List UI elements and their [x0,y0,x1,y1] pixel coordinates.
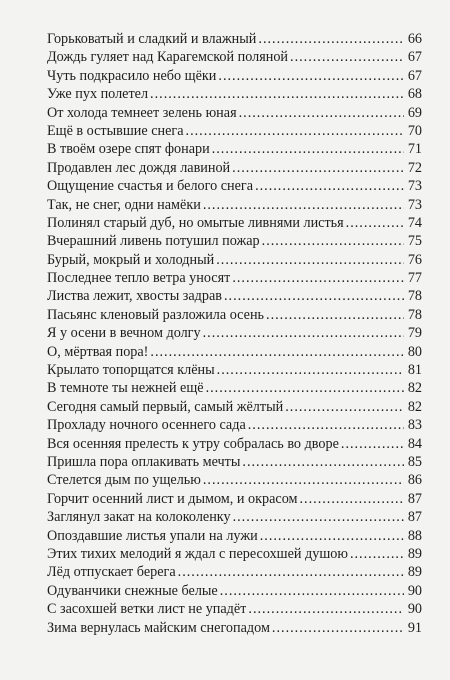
toc-entry-title: В темноте ты нежней ещё [47,380,204,397]
toc-dot-leader [346,214,404,232]
toc-dot-leader [203,324,404,342]
toc-entry [47,306,422,324]
toc-entry-page-number: 68 [407,86,422,103]
toc-entry [47,600,422,618]
toc-entry-title: С засохшей ветки лист не упадёт [47,601,247,618]
toc-entry-page-number: 78 [407,288,422,305]
toc-dot-leader [178,563,404,581]
toc-entry-page-number: 82 [407,380,422,397]
table-of-contents [47,30,422,637]
toc-entry-title: Лёд отпускает берега [47,564,176,581]
toc-entry [47,453,422,471]
toc-dot-leader [239,104,404,122]
toc-dot-leader [258,30,404,48]
toc-dot-leader [266,306,404,324]
toc-entry-page-number: 84 [407,435,422,452]
toc-dot-leader [248,416,404,434]
toc-dot-leader [203,471,404,489]
toc-entry [47,563,422,581]
toc-entry [47,122,422,140]
toc-dot-leader [272,619,404,637]
toc-entry-title: Продавлен лес дождя лавиной [47,159,231,176]
toc-entry-page-number: 72 [407,159,422,176]
toc-entry-title: Последнее тепло ветра уносят [47,270,231,287]
toc-dot-leader [260,527,404,545]
toc-entry-page-number: 89 [407,545,422,562]
toc-entry [47,67,422,85]
toc-entry-page-number: 82 [407,398,422,415]
toc-entry-title: Дождь гуляет над Карагемской поляной [47,49,289,66]
toc-entry-page-number: 75 [407,233,422,250]
toc-entry-title: Вчерашний ливень потушил пожар [47,233,260,250]
toc-dot-leader [203,196,404,214]
toc-entry-page-number: 89 [407,564,422,581]
toc-entry-title: Ещё в остывшие снега [47,122,184,139]
toc-dot-leader [350,545,404,563]
toc-entry [47,159,422,177]
toc-entry-page-number: 71 [407,141,422,158]
toc-entry-title: Крылато топорщатся клёны [47,362,215,379]
toc-entry-title: Ощущение счастья и белого снега [47,178,254,195]
toc-entry [47,251,422,269]
toc-dot-leader [248,600,404,618]
toc-dot-leader [341,435,404,453]
toc-entry [47,104,422,122]
toc-dot-leader [262,232,404,250]
toc-entry-page-number: 90 [407,582,422,599]
toc-entry-page-number: 76 [407,251,422,268]
toc-entry [47,232,422,250]
toc-entry-page-number: 73 [407,196,422,213]
toc-dot-leader [150,85,404,103]
toc-dot-leader [255,177,404,195]
toc-entry-title: В твоём озере спят фонари [47,141,210,158]
toc-entry [47,471,422,489]
toc-entry [47,287,422,305]
toc-dot-leader [300,490,405,508]
toc-entry [47,416,422,434]
toc-entry [47,85,422,103]
toc-entry [47,343,422,361]
toc-entry-title: От холода темнеет зелень юная [47,104,237,121]
toc-entry-page-number: 67 [407,67,422,84]
toc-entry-page-number: 88 [407,527,422,544]
toc-entry-page-number: 70 [407,122,422,139]
toc-entry [47,379,422,397]
toc-dot-leader [285,398,404,416]
toc-entry [47,269,422,287]
toc-entry-title: Бурый, мокрый и холодный [47,251,215,268]
toc-entry-page-number: 87 [407,490,422,507]
toc-dot-leader [220,582,404,600]
toc-entry-title: Пасьянс кленовый разложила осень [47,306,265,323]
toc-dot-leader [290,48,404,66]
toc-entry-page-number: 83 [407,417,422,434]
toc-entry [47,196,422,214]
toc-dot-leader [242,453,404,471]
toc-dot-leader [186,122,404,140]
toc-entry [47,508,422,526]
toc-entry-title: Опоздавшие листья упали на лужи [47,527,258,544]
toc-entry [47,177,422,195]
toc-entry [47,527,422,545]
toc-entry-page-number: 91 [407,619,422,636]
toc-entry-title: Одуванчики снежные белые [47,582,218,599]
toc-entry-page-number: 87 [407,509,422,526]
toc-entry-page-number: 86 [407,472,422,489]
toc-entry-title: Стелется дым по ущелью [47,472,201,489]
toc-entry [47,545,422,563]
toc-entry-page-number: 78 [407,306,422,323]
toc-entry [47,140,422,158]
toc-dot-leader [212,140,404,158]
toc-entry-title: Листва лежит, хвосты задрав [47,288,222,305]
toc-dot-leader [217,361,404,379]
toc-entry-page-number: 69 [407,104,422,121]
toc-entry-title: Уже пух полетел [47,86,149,103]
toc-entry-title: Полинял старый дуб, но омытые ливнями листья [47,214,344,231]
toc-entry-page-number: 79 [407,325,422,342]
toc-entry [47,582,422,600]
toc-entry [47,490,422,508]
toc-entry [47,48,422,66]
toc-entry-title: Сегодня самый первый, самый жёлтый [47,398,284,415]
toc-dot-leader [206,379,404,397]
toc-entry-page-number: 73 [407,178,422,195]
toc-dot-leader [232,269,404,287]
toc-entry-title: Заглянул закат на колоколенку [47,509,231,526]
toc-entry [47,398,422,416]
toc-entry-title: Горьковатый и сладкий и влажный [47,31,257,47]
toc-entry-title: Чуть подкрасило небо щёки [47,67,217,84]
toc-entry-title: Пришла пора оплакивать мечты [47,453,241,470]
toc-entry [47,361,422,379]
toc-entry-title: Я у осени в вечном долгу [47,325,201,342]
toc-dot-leader [233,508,404,526]
toc-entry-title: Вся осенняя прелесть к утру собралась во дворе [47,435,339,452]
toc-entry-page-number: 90 [407,601,422,618]
toc-entry-title: Так, не снег, одни намёки [47,196,201,213]
toc-entry-title: О, мёртвая пора! [47,343,149,360]
toc-entry-page-number: 66 [407,31,422,47]
toc-entry-title: Горчит осенний лист и дымом, и окрасом [47,490,298,507]
toc-dot-leader [218,67,404,85]
toc-entry-page-number: 80 [407,343,422,360]
toc-entry-page-number: 67 [407,49,422,66]
toc-dot-leader [216,251,404,269]
toc-entry-title: Этих тихих мелодий я ждал с пересохшей душою [47,545,348,562]
toc-entry-title: Зима вернулась майским снегопадом [47,619,270,636]
toc-entry [47,435,422,453]
toc-entry-page-number: 85 [407,453,422,470]
toc-entry-page-number: 74 [407,214,422,231]
toc-entry-page-number: 77 [407,270,422,287]
toc-entry [47,619,422,637]
toc-dot-leader [232,159,404,177]
toc-dot-leader [224,287,404,305]
toc-entry-title: Прохладу ночного осеннего сада [47,417,246,434]
toc-entry [47,30,422,48]
toc-dot-leader [150,343,404,361]
toc-entry-page-number: 81 [407,362,422,379]
toc-entry [47,324,422,342]
toc-entry [47,214,422,232]
